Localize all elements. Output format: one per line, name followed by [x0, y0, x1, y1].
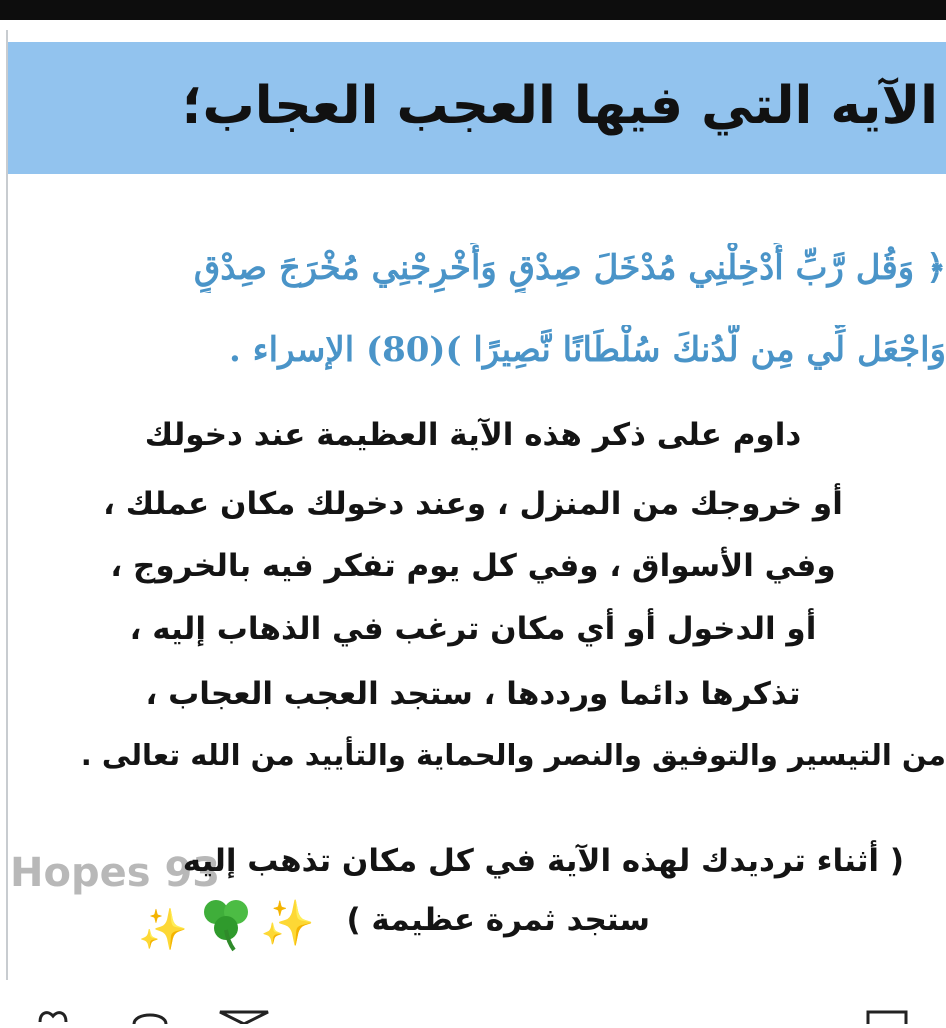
body-line-6: من التيسير والتوفيق والنصر والحماية والتأييد من الله تعالى .	[80, 738, 946, 772]
post-title: الآيه التي فيها العجب العجاب؛	[181, 76, 938, 136]
share-icon[interactable]	[218, 1008, 270, 1028]
post-action-bar	[0, 988, 946, 1024]
sparkle-icon: ✨	[260, 898, 315, 949]
verse-line-2: وَاجْعَل لِّي مِن لَّدُنكَ سُلْطَانًا نَّصِيرًا )(80) الإسراء .	[228, 330, 946, 370]
decoration-emoji	[138, 892, 328, 958]
body-line-3: وفي الأسواق ، وفي كل يوم تفكر فيه بالخروج ،	[110, 548, 836, 584]
sparkle-icon: ✨	[138, 907, 188, 953]
status-bar	[0, 0, 946, 20]
bookmark-icon[interactable]	[864, 1008, 910, 1028]
body-line-2: أو خروجك من المنزل ، وعند دخولك مكان عملك ،	[103, 486, 843, 522]
body-line-1: داوم على ذكر هذه الآية العظيمة عند دخولك	[144, 417, 802, 453]
footer-line-1: ( أثناء ترديدك لهذه الآية في كل مكان تذهب إليه	[182, 843, 904, 879]
comment-icon[interactable]	[130, 1008, 170, 1028]
footer-line-2: ستجد ثمرة عظيمة )	[346, 902, 650, 938]
verse-line-1: ﴿ وَقُل رَّبِّ أَدْخِلْنِي مُدْخَلَ صِدْقٍ وَأَخْرِجْنِي مُخْرَجَ صِدْقٍ	[193, 248, 946, 288]
clover-icon	[198, 894, 254, 956]
title-banner	[8, 42, 946, 174]
body-line-5: تذكرها دائما ورددها ، ستجد العجب العجاب ،	[145, 676, 801, 712]
heart-icon[interactable]	[36, 1008, 70, 1028]
body-line-4: أو الدخول أو أي مكان ترغب في الذهاب إليه ،	[129, 611, 817, 647]
watermark: Hopes 93	[10, 850, 221, 896]
